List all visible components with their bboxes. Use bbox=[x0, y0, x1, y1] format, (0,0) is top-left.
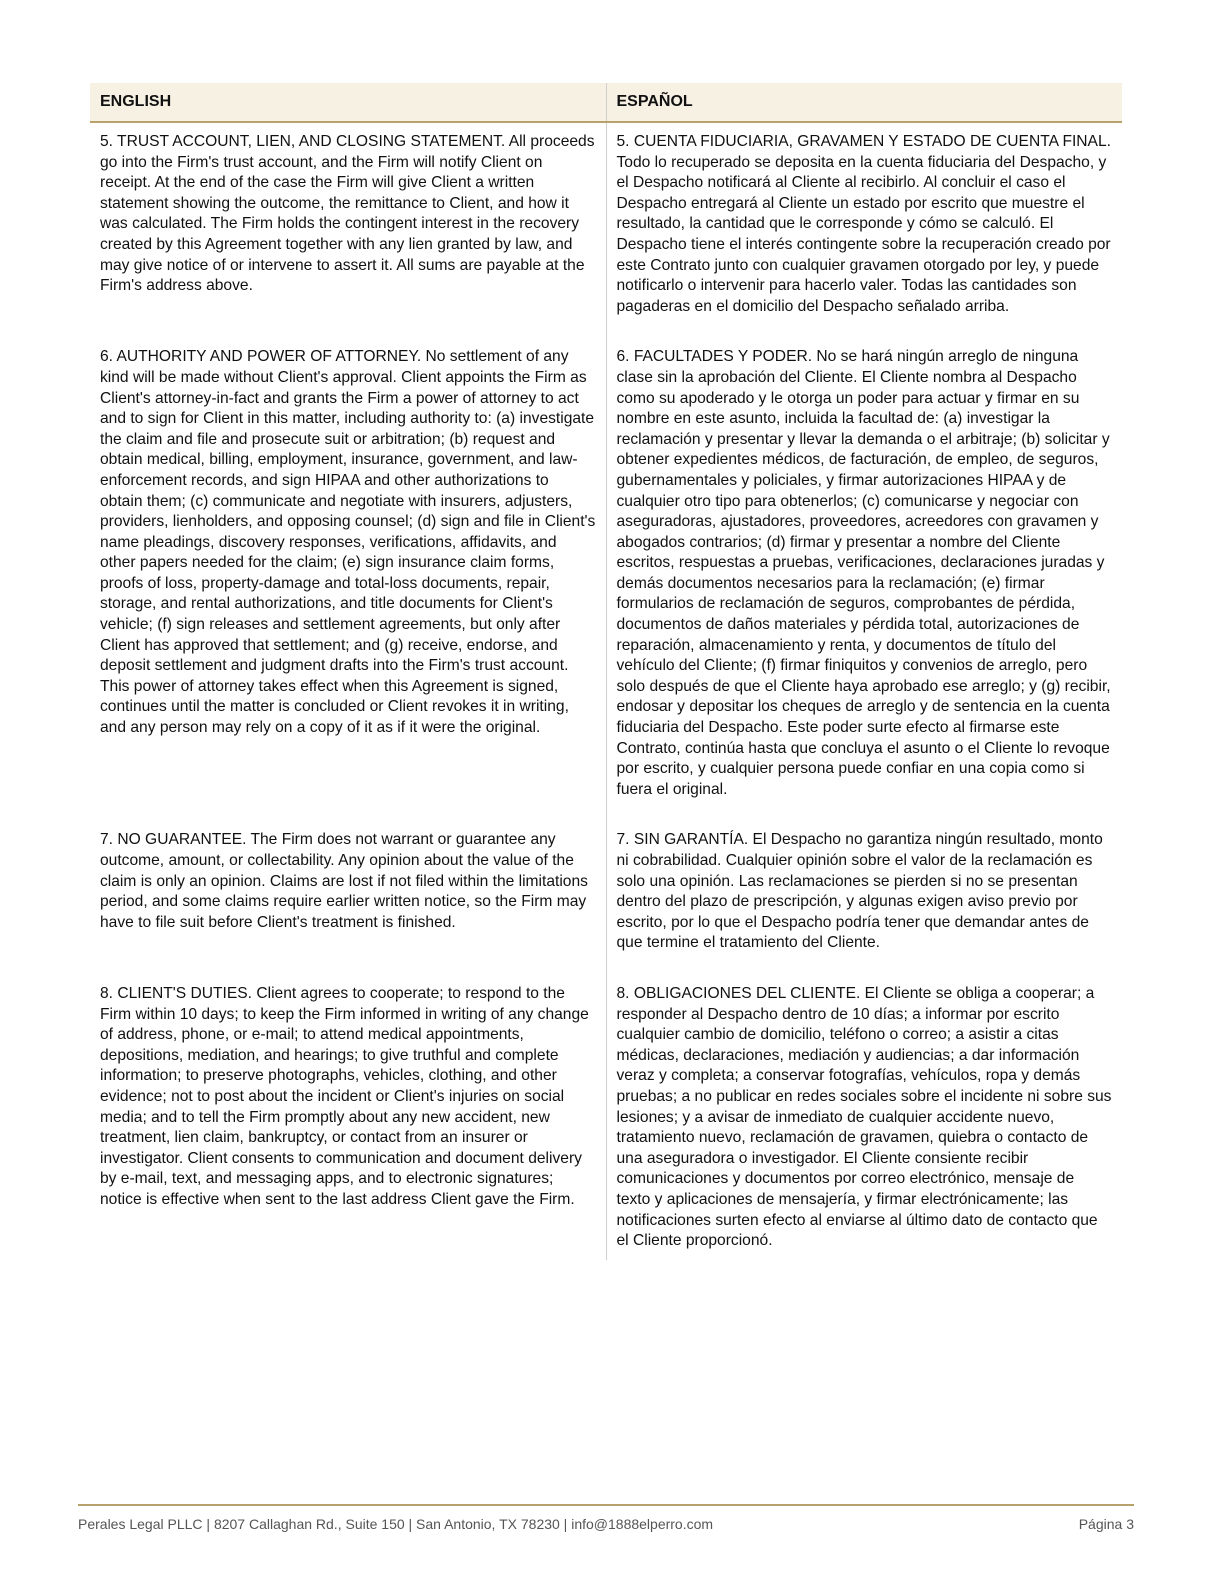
clause-5-spanish: 5. CUENTA FIDUCIARIA, GRAVAMEN Y ESTADO DE CUENTA FINAL. Todo lo recuperado se deposita en la cuenta fiduciaria del Despacho, y el Despacho notificará al Cliente al recibirlo. Al concluir el caso el Despacho entregará al Cliente un estado por escrito que muestre el resultado, la cantidad que le corresponde y cómo se calculó. El Despacho tiene el interés contingente sobre la recuperación creado por este Contrato junto con cualquier gravamen otorgado por ley, y puede notificarlo o intervenir para hacerlo valer. Todas las cantidades son pagaderas en el domicilio del Despacho señalado arriba. bbox=[606, 122, 1122, 338]
bilingual-agreement-table bbox=[90, 83, 1122, 1260]
table-row bbox=[90, 338, 1122, 821]
column-header-spanish: ESPAÑOL bbox=[606, 83, 1122, 122]
clause-6-spanish: 6. FACULTADES Y PODER. No se hará ningún arreglo de ninguna clase sin la aprobación del Cliente. El Cliente nombra al Despacho como su apoderado y le otorga un poder para actuar y firmar en su nombre en este asunto, incluida la facultad de: (a) investigar la reclamación y presentar y llevar la demanda o el arbitraje; (b) solicitar y obtener expedientes médicos, de facturación, de empleo, de seguros, gubernamentales y policiales, y firmar autorizaciones HIPAA y de cualquier otro tipo para obtenerlos; (c) comunicarse y negociar con aseguradoras, ajustadores, proveedores, acreedores con gravamen y abogados contrarios; (d) firmar y presentar a nombre del Cliente escritos, respuestas a pruebas, verificaciones, declaraciones juradas y demás documentos necesarios para la reclamación; (e) firmar formularios de reclamación de seguros, comprobantes de pérdida, documentos de daños materiales y pérdida total, autorizaciones de reparación, almacenamiento y renta, y documentos de título del vehículo del Cliente; (f) firmar finiquitos y convenios de arreglo, pero solo después de que el Cliente haya aprobado ese arreglo; y (g) recibir, endosar y depositar los cheques de arreglo y de sentencia en la cuenta fiduciaria del Despacho. Este poder surte efecto al firmarse este Contrato, continúa hasta que concluya el asunto o el Cliente lo revoque por escrito, y cualquier persona puede confiar en una copia como si fuera el original. bbox=[606, 338, 1122, 821]
clause-7-english: 7. NO GUARANTEE. The Firm does not warrant or guarantee any outcome, amount, or collectability. Any opinion about the value of the claim is only an opinion. Claims are lost if not filed within the limitations period, and some claims require earlier written notice, so the Firm may have to file suit before Client's treatment is finished. bbox=[100, 831, 588, 931]
clause-6-english: 6. AUTHORITY AND POWER OF ATTORNEY. No settlement of any kind will be made without Client's approval. Client appoints the Firm as Client's attorney-in-fact and grants the Firm a power of attorney to act and to sign for Client in this matter, including authority to: (a) investigate the claim and file and prosecute suit or arbitration; (b) request and obtain medical, billing, employment, insurance, government, and law-enforcement records, and sign HIPAA and other authorizations to obtain them; (c) communicate and negotiate with insurers, adjusters, providers, lienholders, and opposing counsel; (d) sign and file in Client's name pleadings, discovery responses, verifications, affidavits, and other papers needed for the claim; (e) sign insurance claim forms, proofs of loss, property-damage and total-loss documents, repair, storage, and rental authorizations, and title documents for Client's vehicle; (f) sign releases and settlement agreements, but only after Client has approved that settlement; and (g) receive, endorse, and deposit settlement and judgment drafts into the Firm's trust account. This power of attorney takes effect when this Agreement is signed, continues until the matter is concluded or Client revokes it in writing, and any person may rely on a copy of it as if it were the original. bbox=[100, 348, 596, 737]
clause-8-english: 8. CLIENT'S DUTIES. Client agrees to cooperate; to respond to the Firm within 10 days; to keep the Firm informed in writing of any change of address, phone, or e-mail; to attend medical appointments, depositions, mediation, and hearings; to give truthful and complete information; to preserve photographs, vehicles, clothing, and other evidence; not to post about the incident or Client's injuries on social media; and to tell the Firm promptly about any new accident, new treatment, lien claim, bankruptcy, or contact from an insurer or investigator. Client consents to communication and document delivery by e-mail, text, and messaging apps, and to electronic signatures; notice is effective when sent to the last address Client gave the Firm. bbox=[100, 984, 589, 1208]
table-header-row bbox=[90, 83, 1122, 122]
table-row bbox=[90, 821, 1122, 975]
column-header-english: ENGLISH bbox=[90, 83, 606, 122]
footer-page-number: Página 3 bbox=[1078, 1516, 1134, 1532]
table-row bbox=[90, 975, 1122, 1260]
footer-divider bbox=[78, 1504, 1134, 1506]
clause-5-english: 5. TRUST ACCOUNT, LIEN, AND CLOSING STATEMENT. All proceeds go into the Firm's trust account, and the Firm will notify Client on receipt. At the end of the case the Firm will give Client a written statement showing the outcome, the remittance to Client, and how it was calculated. The Firm holds the contingent interest in the recovery created by this Agreement together with any lien granted by law, and may give notice of or intervene to assert it. All sums are payable at the Firm's address above. bbox=[100, 133, 595, 295]
clause-8-spanish: 8. OBLIGACIONES DEL CLIENTE. El Cliente se obliga a cooperar; a responder al Despacho dentro de 10 días; a informar por escrito cualquier cambio de domicilio, teléfono o correo; a asistir a citas médicas, declaraciones, mediación y audiencias; a dar información veraz y completa; a conservar fotografías, vehículos, ropa y demás pruebas; a no publicar en redes sociales sobre el incidente ni sobre sus lesiones; y a avisar de inmediato de cualquier accidente nuevo, tratamiento nuevo, reclamación de gravamen, quiebra o contacto de una aseguradora o investigador. El Cliente consiente recibir comunicaciones y documentos por correo electrónico, mensaje de texto y aplicaciones de mensajería, y firmar electrónicamente; las notificaciones surten efecto al enviarse al último dato de contacto que el Cliente proporcionó. bbox=[606, 975, 1122, 1260]
page-footer bbox=[78, 1516, 1134, 1532]
footer-firm-info: Perales Legal PLLC | 8207 Callaghan Rd., Suite 150 | San Antonio, TX 78230 | info@1888elperro.com bbox=[78, 1516, 714, 1532]
clause-7-spanish: 7. SIN GARANTÍA. El Despacho no garantiza ningún resultado, monto ni cobrabilidad. Cualquier opinión sobre el valor de la reclamación es solo una opinión. Las reclamaciones se pierden si no se presentan dentro del plazo de prescripción, y algunas exigen aviso previo por escrito, por lo que el Despacho podría tener que demandar antes de que termine el tratamiento del Cliente. bbox=[606, 821, 1122, 975]
table-row bbox=[90, 122, 1122, 338]
table-body bbox=[90, 122, 1122, 1260]
table-header bbox=[90, 83, 1122, 122]
